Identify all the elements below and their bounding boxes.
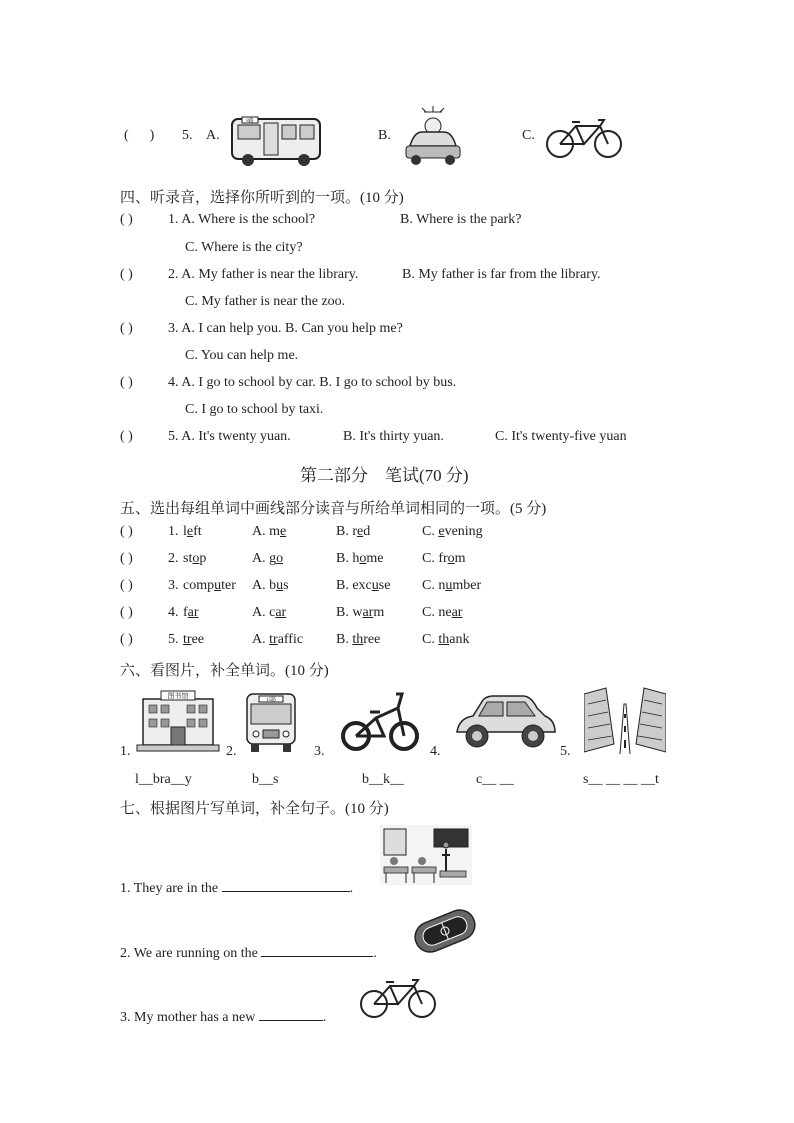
- section6-title: 六、看图片，补全单词。(10 分): [120, 663, 329, 679]
- underlined-letters: u: [371, 578, 379, 593]
- word-prefix: B. h: [336, 551, 360, 566]
- s5-row1-a: [252, 524, 286, 540]
- s5-row1-b: [336, 524, 370, 540]
- s4-q2-line1: 2. A. My father is near the library.: [168, 267, 359, 282]
- bicycle-picture: [544, 112, 626, 160]
- s6-word-1[interactable]: l__bra__y: [135, 772, 192, 787]
- s5-row3-paren[interactable]: ( ): [120, 578, 133, 593]
- s4-q1-line1: 1. A. Where is the school?: [168, 212, 316, 227]
- taxi-picture: [400, 102, 466, 168]
- word-suffix: ree: [363, 632, 381, 647]
- s5-row3-b: [336, 578, 390, 594]
- underlined-letters: u: [276, 578, 284, 593]
- s4-q4-line1: 4. A. I go to school by car. B. I go to school by bus.: [168, 375, 457, 390]
- underlined-letters: e: [186, 524, 194, 539]
- s5-row5-paren[interactable]: ( ): [120, 632, 133, 647]
- bus-front-picture: [243, 690, 299, 754]
- s4-q1-option-b: B. Where is the park?: [400, 212, 522, 227]
- underlined-letters: tr: [183, 632, 192, 647]
- bus-picture: [228, 113, 326, 168]
- word-suffix: ter: [221, 578, 236, 593]
- s4-q4-option-c: C. I go to school by taxi.: [185, 402, 324, 417]
- s5-row5-b: [336, 632, 380, 648]
- underlined-letters: ar: [275, 605, 287, 620]
- underlined-letters: ar: [187, 605, 199, 620]
- bus-route-sign: 8路: [246, 119, 254, 124]
- q5-number: 5.: [182, 128, 193, 143]
- s4-q2-option-c: C. My father is near the zoo.: [185, 294, 346, 309]
- s5-row4-b: [336, 605, 384, 621]
- word-prefix: A.: [252, 632, 270, 647]
- s5-row5-num: 5.: [168, 632, 179, 647]
- s6-num-5: 5.: [560, 744, 571, 759]
- s7-blank-3[interactable]: [259, 1008, 323, 1021]
- word-suffix: s: [283, 578, 289, 593]
- s7-sentence-1: 1. They are in the .: [120, 881, 354, 896]
- s5-row2-paren[interactable]: ( ): [120, 551, 133, 566]
- s5-row2-c: [422, 551, 466, 567]
- new-bicycle-picture: [358, 970, 440, 1020]
- s7-sentence-2: 2. We are running on the .: [120, 946, 377, 961]
- s5-row2-b: [336, 551, 383, 567]
- s5-row1-c: [422, 524, 483, 540]
- s4-q5-option-c: C. It's twenty-five yuan: [495, 429, 627, 444]
- underlined-letters: u: [214, 578, 222, 593]
- word-prefix: C. fr: [422, 551, 448, 566]
- q5-option-a-label: A.: [206, 128, 220, 143]
- word-suffix: ee: [191, 632, 204, 647]
- s6-num-3: 3.: [314, 744, 325, 759]
- s5-row4-paren[interactable]: ( ): [120, 605, 133, 620]
- s6-word-2[interactable]: b__s: [252, 772, 279, 787]
- underlined-letters: u: [445, 578, 453, 593]
- s6-word-4[interactable]: c__ __: [476, 772, 514, 787]
- section5-title: 五、选出每组单词中画线部分读音与所给单词相同的一项。(5 分): [120, 501, 547, 517]
- library-picture: [135, 687, 221, 753]
- s4-q5-paren[interactable]: ( ): [120, 429, 133, 444]
- word-prefix: l: [183, 524, 187, 539]
- s5-row4-num: 4.: [168, 605, 179, 620]
- small-bicycle-picture: [340, 684, 420, 754]
- underlined-letters: th: [352, 632, 364, 647]
- car-picture: [453, 690, 559, 754]
- s4-q5-line1: 5. A. It's twenty yuan.: [168, 429, 291, 444]
- s4-q1-paren[interactable]: ( ): [120, 212, 133, 227]
- underlined-letters: ar: [362, 605, 374, 620]
- s4-q2-paren[interactable]: ( ): [120, 267, 133, 282]
- s5-row3-c: [422, 578, 481, 594]
- s5-row3-a: [252, 578, 289, 594]
- word-suffix: me: [366, 551, 384, 566]
- q5-option-c-label: C.: [522, 128, 535, 143]
- word-suffix: mber: [452, 578, 482, 593]
- underlined-letters: o: [359, 551, 367, 566]
- underlined-letters: tr: [269, 632, 278, 647]
- word-suffix: m: [454, 551, 466, 566]
- word-suffix: affic: [277, 632, 304, 647]
- part2-title: 第二部分 笔试(70 分): [300, 466, 469, 485]
- word-prefix: B.: [336, 632, 353, 647]
- s5-row4-c: [422, 605, 462, 621]
- underlined-letters: o: [192, 551, 200, 566]
- word-prefix: st: [183, 551, 193, 566]
- underlined-letters: e: [280, 524, 287, 539]
- library-sign: 图书馆: [167, 692, 189, 700]
- s6-word-3[interactable]: b__k__: [362, 772, 404, 787]
- s4-q3-line1: 3. A. I can help you. B. Can you help me?: [168, 321, 403, 336]
- word-prefix: C.: [422, 524, 439, 539]
- underlined-letters: ar: [451, 605, 463, 620]
- word-prefix: C.: [422, 632, 439, 647]
- word-prefix: B. w: [336, 605, 363, 620]
- section4-title: 四、听录音，选择你所听到的一项。(10 分): [120, 190, 404, 206]
- s6-num-1: 1.: [120, 744, 131, 759]
- word-suffix: ft: [193, 524, 202, 539]
- s4-q3-option-c: C. You can help me.: [185, 348, 299, 363]
- word-prefix: A. c: [252, 605, 276, 620]
- word-suffix: vening: [444, 524, 483, 539]
- s5-row1-w: [183, 524, 202, 540]
- s4-q2-option-b: B. My father is far from the library.: [402, 267, 601, 282]
- s4-q5-option-b: B. It's thirty yuan.: [343, 429, 444, 444]
- word-prefix: A. g: [252, 551, 277, 566]
- s5-row4-a: [252, 605, 286, 621]
- s4-q4-paren[interactable]: ( ): [120, 375, 133, 390]
- word-prefix: B. exc: [336, 578, 372, 593]
- word-prefix: C. ne: [422, 605, 452, 620]
- underlined-letters: e: [438, 524, 445, 539]
- classroom-picture: [380, 825, 472, 885]
- bus-route-sign: 15路: [265, 698, 277, 703]
- s5-row4-w: [183, 605, 199, 621]
- section7-title: 七、根据图片写单词，补全句子。(10 分): [120, 801, 389, 817]
- s5-row5-w: [183, 632, 204, 648]
- s7-blank-1[interactable]: [222, 879, 350, 892]
- s5-row2-num: 2.: [168, 551, 179, 566]
- word-suffix: ank: [449, 632, 470, 647]
- word-suffix: m: [373, 605, 385, 620]
- s5-row1-num: 1.: [168, 524, 179, 539]
- word-prefix: A. m: [252, 524, 280, 539]
- s5-row5-c: [422, 632, 469, 648]
- s7-sentence-3: 3. My mother has a new .: [120, 1010, 327, 1025]
- s5-row3-w: [183, 578, 236, 594]
- s5-row5-a: [252, 632, 303, 648]
- word-suffix: se: [378, 578, 391, 593]
- s5-row1-paren[interactable]: ( ): [120, 524, 133, 539]
- s4-q3-paren[interactable]: ( ): [120, 321, 133, 336]
- word-prefix: f: [183, 605, 188, 620]
- s7-blank-2[interactable]: [261, 944, 373, 957]
- s6-word-5[interactable]: s__ __ __ __t: [583, 772, 659, 787]
- word-prefix: C. n: [422, 578, 446, 593]
- street-picture: [584, 684, 666, 754]
- s4-q1-option-c: C. Where is the city?: [185, 240, 303, 255]
- q5-option-b-label: B.: [378, 128, 391, 143]
- underlined-letters: th: [438, 632, 450, 647]
- word-prefix: comp: [183, 578, 215, 593]
- playground-picture: [408, 906, 482, 956]
- s5-row3-num: 3.: [168, 578, 179, 593]
- q5-paren[interactable]: ( ): [124, 128, 155, 143]
- word-suffix: d: [363, 524, 371, 539]
- underlined-letters: o: [447, 551, 455, 566]
- word-suffix: p: [199, 551, 207, 566]
- word-prefix: B. r: [336, 524, 357, 539]
- s6-num-4: 4.: [430, 744, 441, 759]
- s5-row2-w: [183, 551, 206, 567]
- underlined-letters: e: [357, 524, 364, 539]
- word-prefix: A. b: [252, 578, 277, 593]
- underlined-letters: o: [276, 551, 284, 566]
- s5-row2-a: [252, 551, 283, 567]
- s6-num-2: 2.: [226, 744, 237, 759]
